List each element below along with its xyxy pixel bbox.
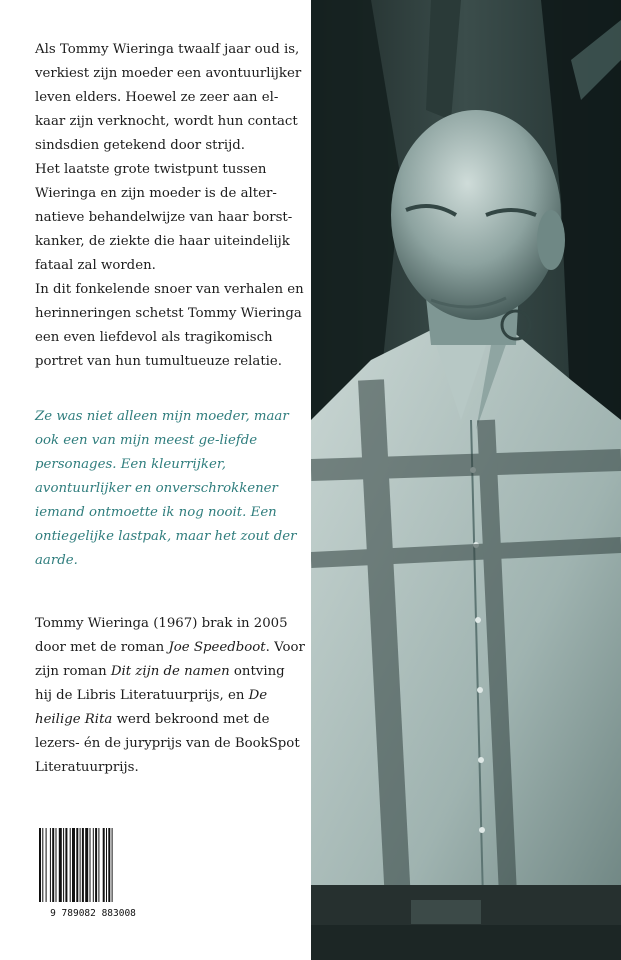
isbn-number: 9 789082 883008 — [50, 908, 136, 918]
bio-text-1: Tommy Wieringa (1967) brak in 2005 door met de roman — [35, 616, 288, 655]
bio-text-3: ontving hij de Libris Literatuurprijs, en — [35, 664, 285, 703]
barcode-bar — [63, 828, 64, 902]
bio-text-2: . Voor zijn roman — [35, 640, 305, 679]
barcode-bar — [85, 828, 88, 902]
blurb-paragraph-2: Het laatste grote twistpunt tussen Wieringa en zijn moeder is de alter-natieve behandelwijze van haar borst-kanker, de ziekte die haar uiteindelijk fataal zal worden. — [35, 162, 293, 273]
barcode-bar — [65, 828, 67, 902]
blurb-paragraph-1: Als Tommy Wieringa twaalf jaar oud is, verkiest zijn moeder een avontuurlijker leven elders. Hoewel ze zeer aan el-kaar zijn verknocht, wordt hun contact sindsdien getekend door strijd. — [35, 42, 302, 153]
barcode-bar — [95, 828, 97, 902]
barcode-bar — [108, 828, 110, 902]
barcode-bar — [59, 828, 62, 902]
barcode-bar — [112, 828, 113, 902]
bio-text-4: werd bekroond met de lezers- én de juryprijs van de BookSpot Literatuurprijs. — [35, 712, 300, 775]
blurb — [35, 38, 305, 374]
barcode-bar — [46, 828, 47, 902]
barcode-bar — [82, 828, 84, 902]
barcode-bar — [42, 828, 43, 902]
barcode-bar — [80, 828, 81, 902]
author-bio — [35, 612, 305, 780]
barcode-bar — [52, 828, 54, 902]
barcode-bar — [56, 828, 57, 902]
barcode-bar — [39, 828, 41, 902]
barcode-bar — [93, 828, 94, 902]
barcode-bar — [90, 828, 91, 902]
bio-title-de-heilige-rita: De heilige Rita — [35, 688, 268, 727]
barcode-bar — [70, 828, 71, 902]
author-quote: Ze was niet alleen mijn moeder, maar ook een van mijn meest ge-liefde personages. Een kleurrijker, avontuurlijker en onverschrokkener iemand ontmoette ik nog nooit. Een ontiegelijke lastpak, maar het zout der aarde. — [35, 409, 297, 568]
barcode-bar — [103, 828, 105, 902]
isbn-barcode — [33, 826, 153, 918]
barcode-bar — [72, 828, 75, 902]
barcode-bar — [50, 828, 51, 902]
barcode-bar — [98, 828, 99, 902]
blurb-paragraph-3: In dit fonkelende snoer van verhalen en herinneringen schetst Tommy Wieringa een even liefdevol als tragikomisch portret van hun tumultueuze relatie. — [35, 282, 304, 369]
bio-title-joe-speedboot: Joe Speedboot — [168, 640, 266, 655]
bio-title-dit-zijn-de-namen: Dit zijn de namen — [110, 664, 230, 679]
author-photo — [311, 0, 621, 960]
barcode-bar — [76, 828, 78, 902]
barcode-bar — [106, 828, 107, 902]
